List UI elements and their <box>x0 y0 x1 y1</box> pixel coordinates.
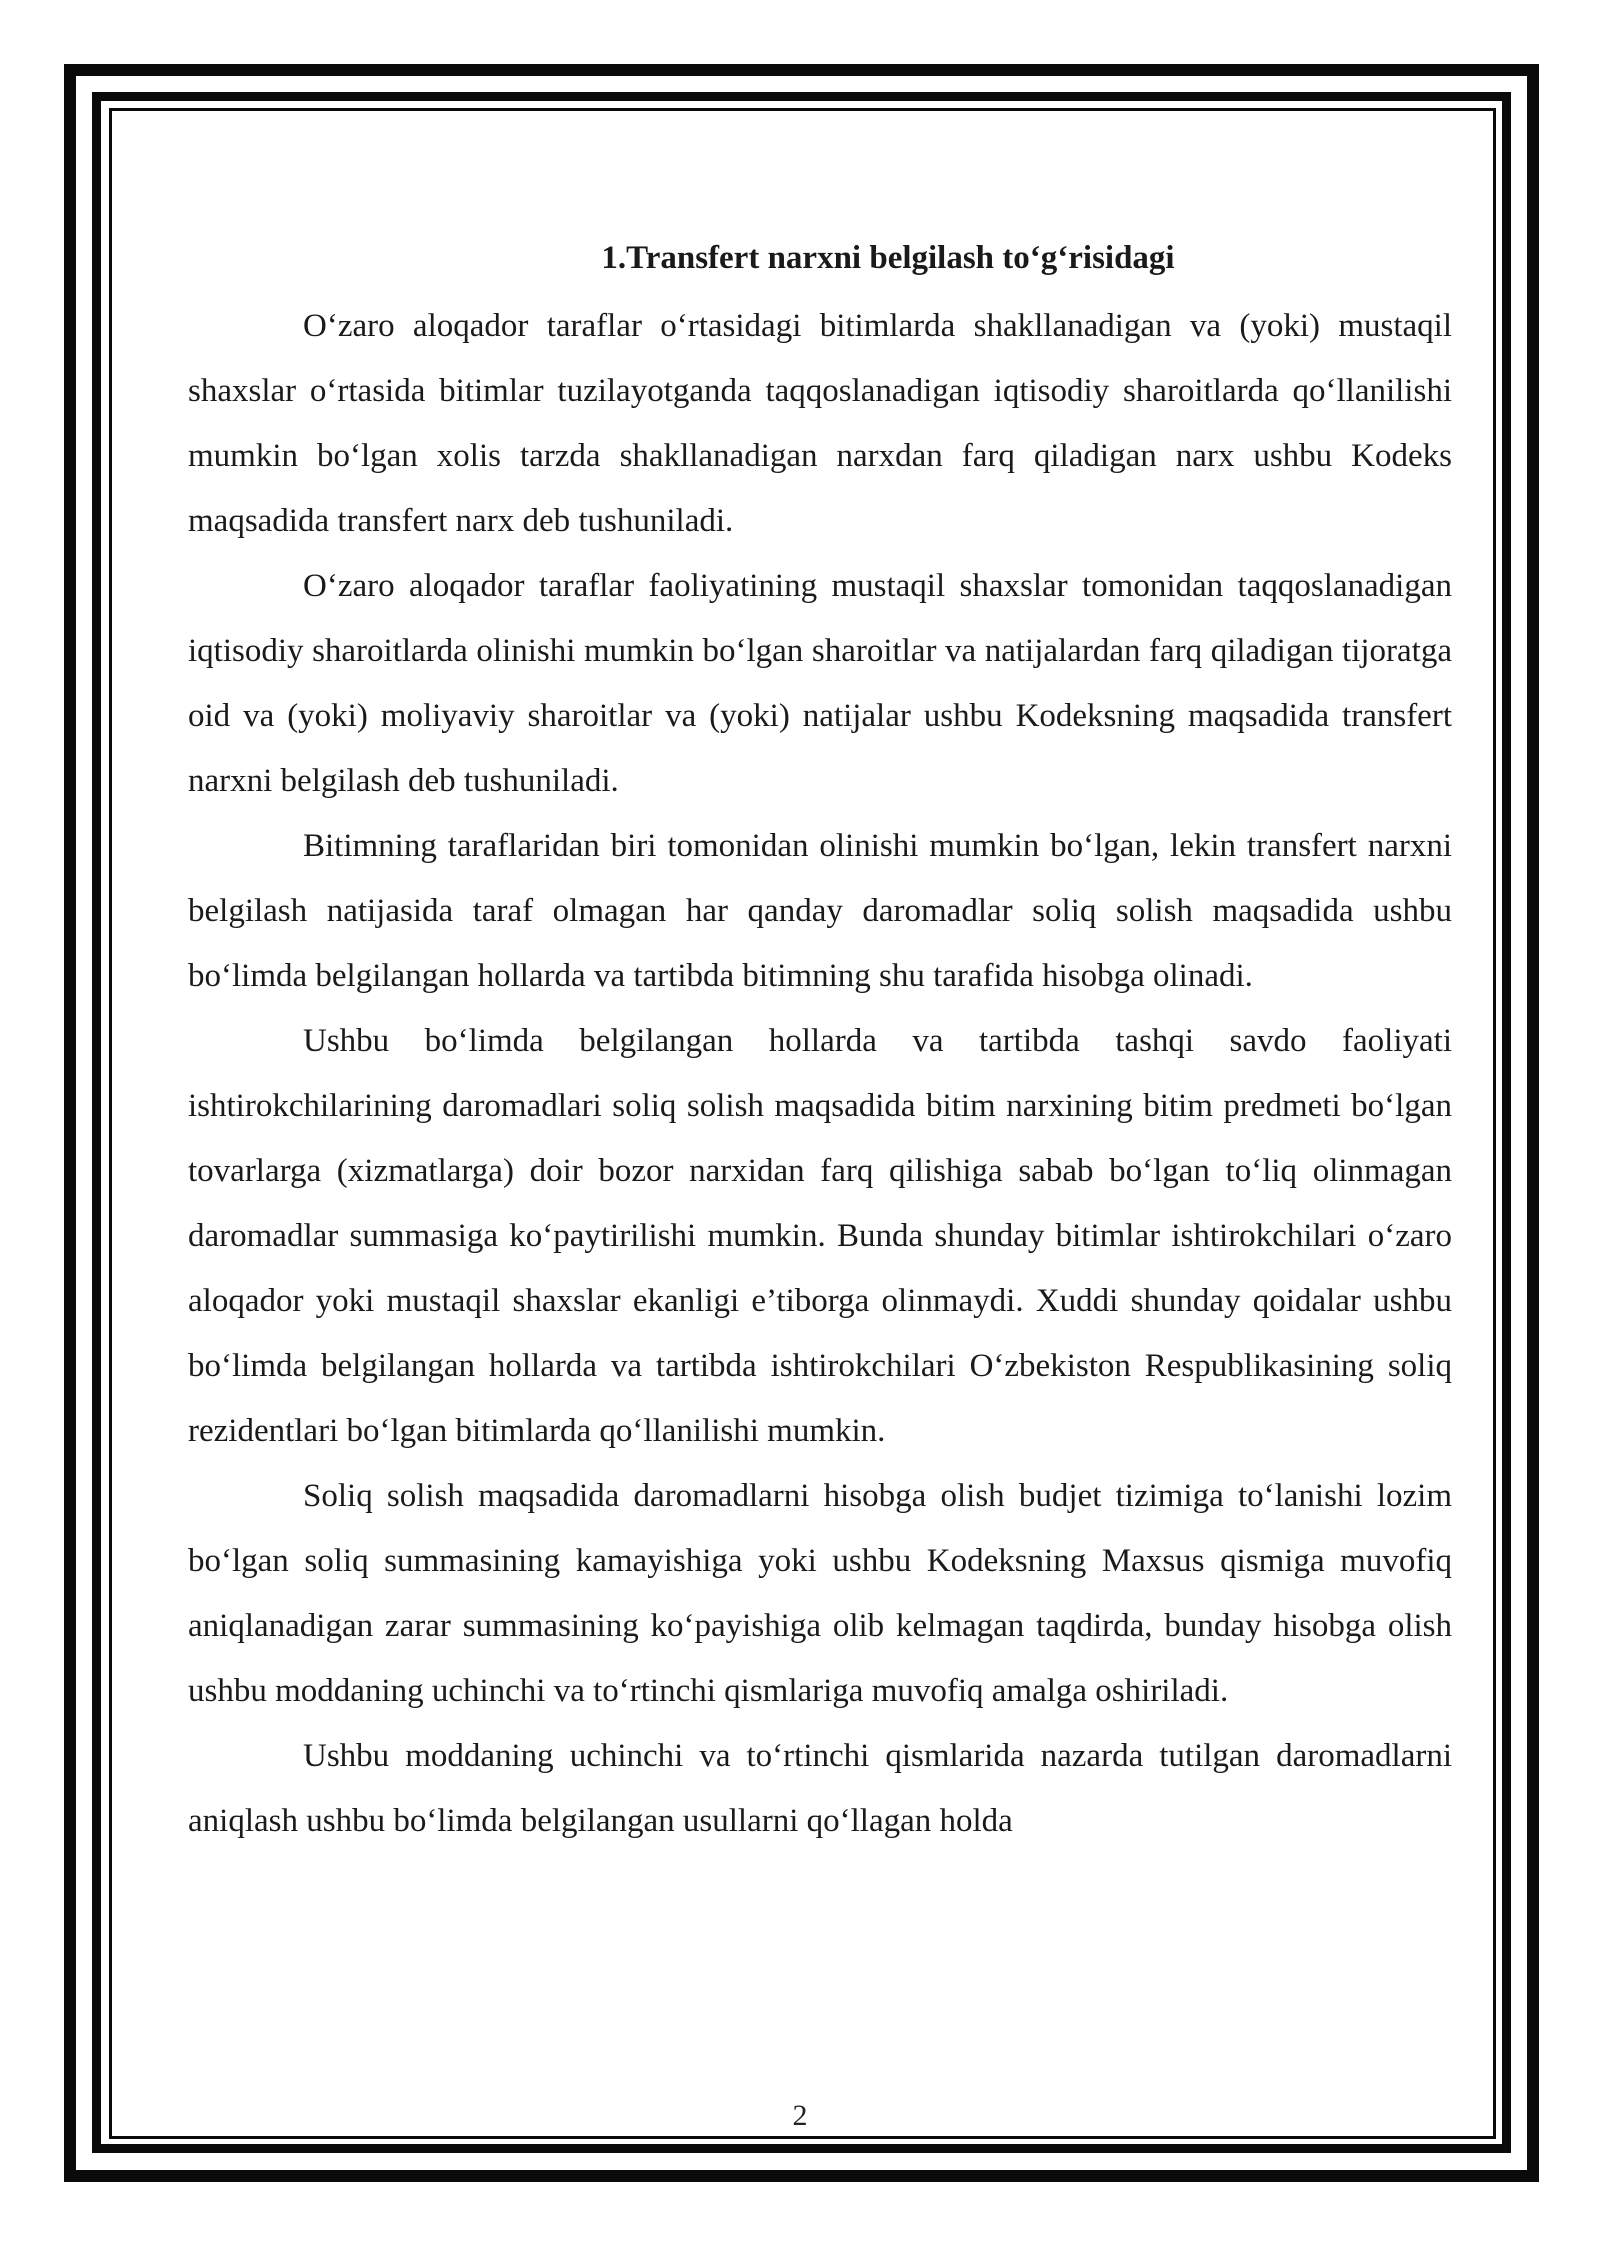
paragraph-1: O‘zaro aloqador taraflar o‘rtasidagi bitimlarda shakllanadigan va (yoki) mustaqil shaxslar o‘rtasida bitimlar tuzilayotganda taqqoslanadigan iqtisodiy sharoitlarda qo‘llanilishi mumkin bo‘lgan xolis tarzda shakllanadigan narxdan farq qiladigan narx ushbu Kodeks maqsadida transfert narx deb tushuniladi. <box>188 308 1452 539</box>
paragraph-3: Bitimning taraflaridan biri tomonidan olinishi mumkin bo‘lgan, lekin transfert narxni belgilash natijasida taraf olmagan har qanday daromadlar soliq solish maqsadida ushbu bo‘limda belgilangan hollarda va tartibda bitimning shu tarafida hisobga olinadi. <box>188 828 1452 994</box>
document-body <box>188 228 1452 1854</box>
page-number: 2 <box>792 2099 808 2132</box>
paragraph-5: Soliq solish maqsadida daromadlarni hisobga olish budjet tizimiga to‘lanishi lozim bo‘lgan soliq summasining kamayishiga yoki ushbu Kodeksning Maxsus qismiga muvofiq aniqlanadigan zarar summasining ko‘payishiga olib kelmagan taqdirda, bunday hisobga olish ushbu moddaning uchinchi va to‘rtinchi qismlariga muvofiq amalga oshiriladi. <box>188 1478 1452 1709</box>
paragraph-4: Ushbu bo‘limda belgilangan hollarda va tartibda tashqi savdo faoliyati ishtirokchilarining daromadlari soliq solish maqsadida bitim narxining bitim predmeti bo‘lgan tovarlarga (xizmatlarga) doir bozor narxidan farq qilishiga sabab bo‘lgan to‘liq olinmagan daromadlar summasiga ko‘paytirilishi mumkin. Bunda shunday bitimlar ishtirokchilari o‘zaro aloqador yoki mustaqil shaxslar ekanligi e’tiborga olinmaydi. Xuddi shunday qoidalar ushbu bo‘limda belgilangan hollarda va tartibda ishtirokchilari O‘zbekiston Respublikasining soliq rezidentlari bo‘lgan bitimlarda qo‘llanilishi mumkin. <box>188 1023 1452 1449</box>
paragraph-6: Ushbu moddaning uchinchi va to‘rtinchi qismlarida nazarda tutilgan daromadlarni aniqlash ushbu bo‘limda belgilangan usullarni qo‘llagan holda <box>188 1738 1452 1839</box>
paragraph-2: O‘zaro aloqador taraflar faoliyatining mustaqil shaxslar tomonidan taqqoslanadigan iqtisodiy sharoitlarda olinishi mumkin bo‘lgan sharoitlar va natijalardan farq qiladigan tijoratga oid va (yoki) moliyaviy sharoitlar va (yoki) natijalar ushbu Kodeksning maqsadida transfert narxni belgilash deb tushuniladi. <box>188 568 1452 799</box>
document-title: 1.Transfert narxni belgilash to‘g‘risidagi <box>601 240 1175 276</box>
